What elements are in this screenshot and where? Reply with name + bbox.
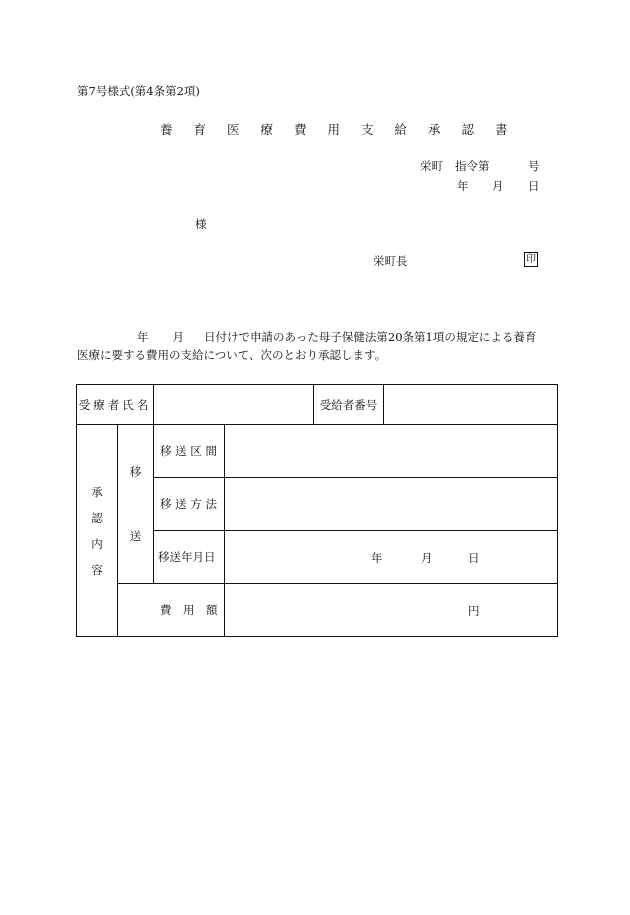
amount-field[interactable] [225, 584, 558, 637]
transport-date-month: 月 [421, 551, 433, 565]
transport-date-day: 日 [468, 551, 480, 565]
approval-content-char: 承 [91, 484, 103, 499]
transport-section-field[interactable] [225, 425, 558, 478]
transport-section-row [77, 425, 558, 478]
issue-date-year: 年 [457, 179, 469, 193]
amount-label: 費 用 額 [118, 584, 225, 637]
recipient-number-field[interactable] [384, 385, 558, 425]
transport-label [118, 425, 154, 584]
amount-row [77, 584, 558, 637]
seal-icon: 印 [526, 254, 536, 265]
recipient-name-label: 受療者氏名 [77, 385, 154, 425]
approval-table [76, 384, 558, 637]
body-line1-text: 日付けで申請のあった母子保健法第20条第1項の規定による養育 [204, 330, 537, 344]
recipient-number-label: 受給者番号 [314, 385, 384, 425]
addressee-honorific: 様 [195, 217, 207, 231]
transport-section-label: 移 送 区 間 [154, 425, 225, 478]
form-number: 第7号様式(第4条第2項) [77, 84, 200, 98]
transport-date-year: 年 [371, 551, 383, 565]
transport-date-field[interactable] [225, 531, 558, 584]
header-issuer-town: 栄町 [420, 159, 443, 173]
body-text-line-2: 医療に要する費用の支給について、次のとおり承認します。 [77, 348, 387, 362]
approval-content-label [77, 425, 118, 637]
transport-char: 送 [129, 529, 142, 543]
directive-number-label: 指令第 [455, 159, 490, 173]
transport-method-label: 移 送 方 法 [154, 478, 225, 531]
transport-date-label: 移送年月日 [154, 531, 225, 584]
issuer-title: 栄町長 [373, 254, 408, 268]
issue-date-month: 月 [492, 179, 504, 193]
recipient-row [77, 385, 558, 425]
transport-method-field[interactable] [225, 478, 558, 531]
amount-unit: 円 [468, 604, 480, 618]
approval-content-char: 認 [91, 510, 103, 525]
recipient-name-field[interactable] [154, 385, 314, 425]
directive-number-suffix: 号 [528, 159, 540, 173]
body-month: 月 [172, 330, 184, 344]
approval-content-char: 容 [91, 562, 103, 577]
body-text-line-1 [137, 332, 536, 344]
transport-char: 移 [129, 465, 142, 479]
issue-date-day: 日 [528, 179, 540, 193]
approval-content-char: 内 [91, 536, 103, 551]
body-year: 年 [137, 330, 149, 344]
document-title: 養育医療費用支給承認書 [160, 122, 529, 137]
